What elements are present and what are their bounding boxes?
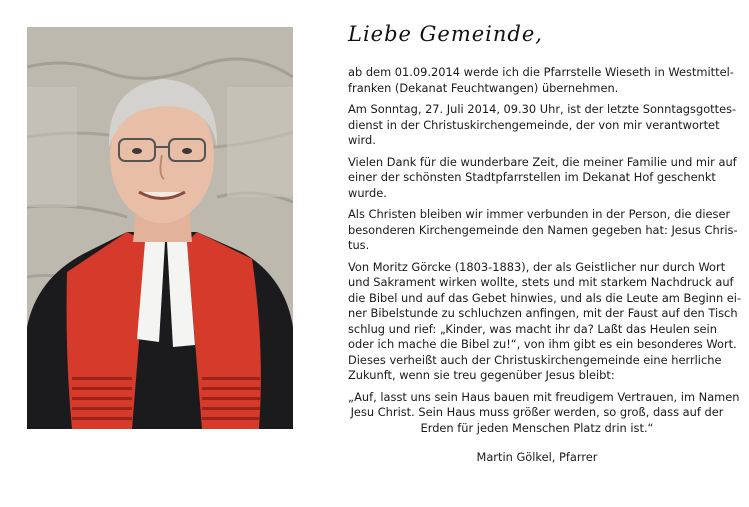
paragraph-line: wurde. [348,185,387,200]
paragraph-line: und Sakrament wirken wollte, stets und mit starkem Nachdruck auf [348,275,734,289]
paragraph-line: besonderen Kirchengemeinde den Namen gegeben hat: Jesus Chris- [348,222,738,237]
paragraph-line: einer der schönsten Stadtpfarrstellen im Dekanat Hof geschenkt [348,170,716,184]
paragraph-line: ner Bibelstunde zu schluchzen anfingen, mit der Faust auf den Tisch [348,306,738,320]
paragraph-line: franken (Dekanat Feuchtwangen) übernehmen. [348,80,619,95]
paragraph-5 [348,259,742,384]
paragraph-1 [348,65,734,96]
paragraph-line: Am Sonntag, 27. Juli 2014, 09.30 Uhr, ist der letzte Sonntagsgottes- [348,102,737,116]
signature: Martin Gölkel, Pfarrer [476,450,598,464]
quote-line: Jesu Christ. Sein Haus muss größer werden, so groß, dass auf der [350,405,724,419]
quote-line: „Auf, lasst uns sein Haus bauen mit freudigem Vertrauen, im Namen [348,389,740,404]
paragraph-line: wird. [348,133,376,147]
paragraph-line: ab dem 01.09.2014 werde ich die Pfarrstelle Wieseth in Westmittel- [348,65,734,79]
paragraph-line: oder ich mache die Bibel zu!“, von ihm gibt es ein besonderes Wort. [348,337,737,351]
portrait-illustration [27,27,293,429]
paragraph-line: Dieses verheißt auch der Christuskirchengemeinde eine herrliche [348,352,722,367]
pastor-portrait-photo [27,27,293,429]
quote-line: Erden für jeden Menschen Platz drin ist.“ [420,420,654,435]
paragraph-2 [348,102,737,149]
paragraph-line: schlug und rief: „Kinder, was macht ihr da? Laßt das Heulen sein [348,321,717,336]
paragraph-line: die Bibel und auf das Gebet hinwies, und als die Leute am Beginn ei- [348,290,742,305]
bible-quote [348,389,740,437]
paragraph-line: Von Moritz Görcke (1803-1883), der als Geistlicher nur durch Wort [348,259,726,274]
letter-text [348,22,742,464]
paragraph-line: tus. [348,238,370,252]
paragraph-line: Zukunft, wenn sie treu gegenüber Jesus bleibt: [348,368,615,382]
paragraph-line: dienst in der Christuskirchengemeinde, der von mir verantwortet [348,117,720,132]
paragraph-line: Als Christen bleiben wir immer verbunden in der Person, die dieser [348,207,731,221]
paragraph-line: Vielen Dank für die wunderbare Zeit, die meiner Familie und mir auf [348,154,737,169]
paragraph-3 [348,154,737,202]
letter-greeting: Liebe Gemeinde, [348,22,543,46]
paragraph-4 [348,207,738,254]
